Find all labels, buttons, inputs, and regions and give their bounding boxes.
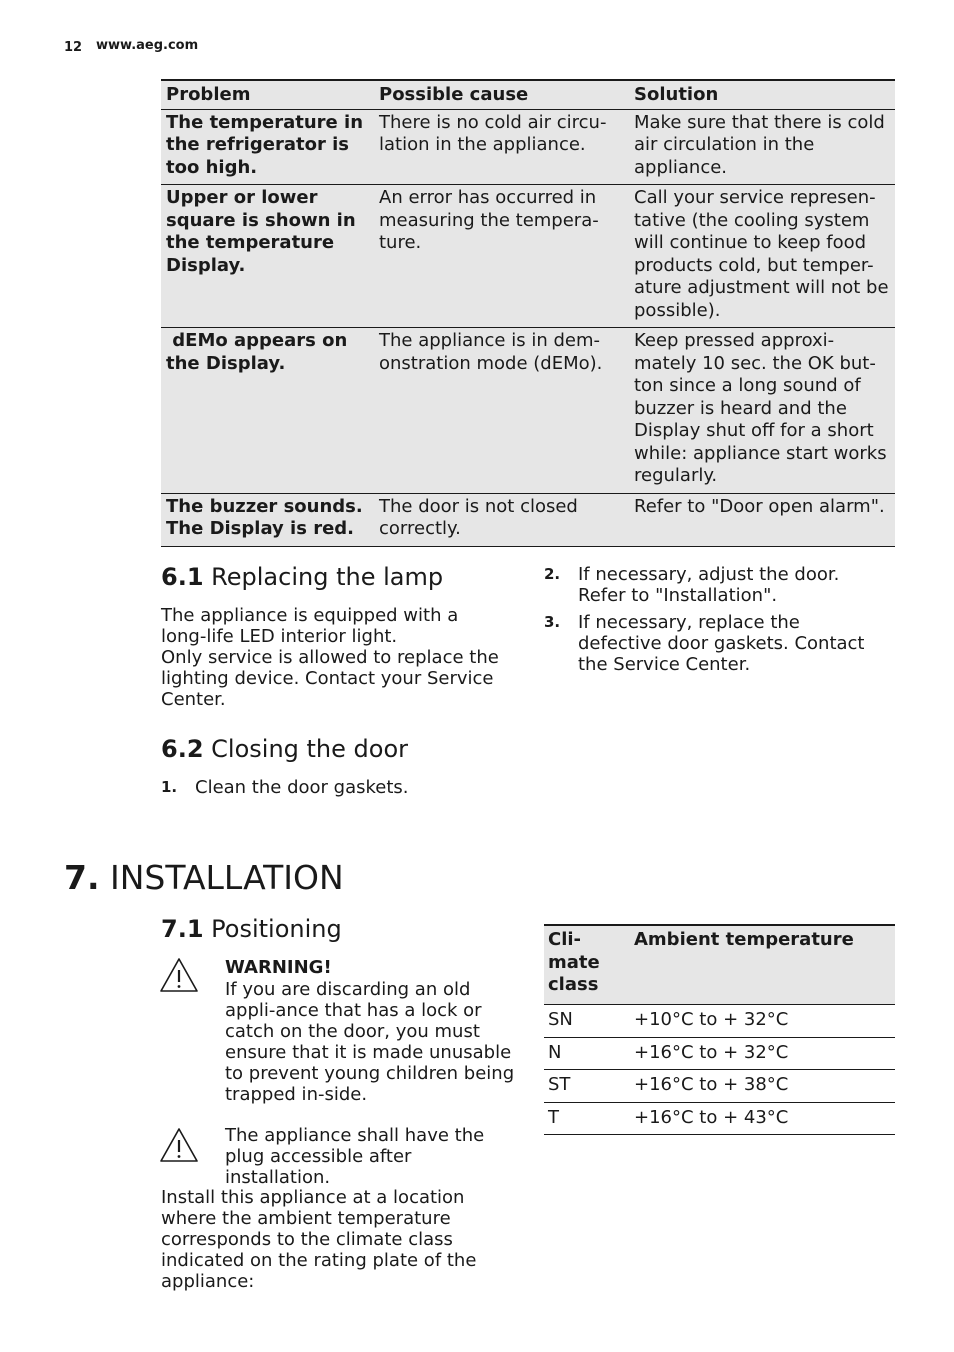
problem-cell: The temperature in the refrigerator is too high.: [166, 111, 364, 178]
step-number: 3.: [544, 613, 561, 631]
solution-cell: Call your service represen-tative (the cooling system will continue to keep food products cold, but temper-ature adjustment will not be possible).: [634, 187, 889, 321]
list-item: [161, 777, 506, 799]
list-item: [544, 564, 884, 608]
step-text: If necessary, adjust the door. Refer to "Installation".: [578, 564, 840, 606]
cause-cell: An error has occurred in measuring the tempera-ture.: [379, 187, 599, 253]
cause-cell: The appliance is in dem-onstration mode (dEMo).: [379, 330, 603, 374]
section-title: Positioning: [211, 915, 342, 943]
lamp-paragraph-1: The appliance is equipped with a long-life LED interior light.: [161, 605, 459, 647]
troubleshooting-table: [161, 79, 895, 547]
lamp-paragraph-2: Only service is allowed to replace the lighting device. Contact your Service Center.: [161, 647, 499, 710]
step-number: 1.: [161, 778, 178, 796]
cause-cell: There is no cold air circu-lation in the appliance.: [379, 111, 607, 155]
section-number: 7.1: [161, 915, 204, 943]
table-header-row: [544, 925, 895, 1005]
section-number: 6.2: [161, 735, 204, 763]
table-row: [161, 109, 895, 185]
table-row: [161, 493, 895, 546]
temperature-cell: +16°C to + 32°C: [634, 1041, 789, 1063]
problem-cell: The buzzer sounds. The Display is red.: [166, 495, 363, 539]
table-row: [161, 185, 895, 328]
page-number: 12: [64, 40, 83, 55]
cause-cell: The door is not closed correctly.: [379, 495, 578, 539]
temperature-cell: +10°C to + 32°C: [634, 1009, 789, 1030]
table-row: [544, 1070, 895, 1103]
header-problem: Problem: [166, 84, 251, 105]
temperature-cell: +16°C to + 43°C: [634, 1106, 789, 1128]
section-title: Closing the door: [211, 735, 408, 763]
warning-title: WARNING!: [225, 957, 332, 978]
solution-cell: Refer to "Door open alarm".: [634, 495, 885, 517]
climate-class-table: [544, 924, 895, 1135]
header-climate-class: [544, 925, 630, 1005]
climate-class-cell: SN: [548, 1009, 573, 1030]
climate-class-cell: ST: [548, 1074, 571, 1095]
solution-cell: Make sure that there is cold air circulation in the appliance.: [634, 111, 885, 178]
table-header-row: [161, 80, 895, 109]
chapter-title: INSTALLATION: [110, 858, 344, 897]
header-climate-class-text: Cli-mate class: [548, 929, 600, 995]
header-ambient-temperature: Ambient temperature: [634, 929, 854, 950]
section-heading-6-2: [161, 735, 408, 763]
table-row: [161, 328, 895, 494]
section-heading-7-1: [161, 915, 342, 943]
list-item: [544, 612, 884, 678]
solution-cell: Keep pressed approxi-mately 10 sec. the OK but-ton since a long sound of buzzer is heard and the Display shut off for a short while: appliance start works regularly.: [634, 330, 887, 486]
table-row: [544, 1102, 895, 1135]
step-number: 2.: [544, 565, 561, 583]
problem-cell: Upper or lower square is shown in the temperature Display.: [166, 187, 356, 276]
climate-class-cell: N: [548, 1041, 562, 1063]
header-solution: Solution: [634, 84, 719, 105]
caution-text: The appliance shall have the plug accessible after installation.: [225, 1125, 485, 1188]
table-row: [544, 1037, 895, 1070]
warning-icon: [159, 957, 199, 993]
section-heading-6-1: [161, 563, 443, 591]
table-row: [544, 1005, 895, 1038]
step-text: If necessary, replace the defective door gaskets. Contact the Service Center.: [578, 612, 865, 675]
temperature-cell: +16°C to + 38°C: [634, 1074, 789, 1095]
section-number: 6.1: [161, 563, 204, 591]
caution-icon: [159, 1127, 199, 1163]
climate-class-cell: T: [548, 1106, 559, 1128]
problem-cell: dEMo appears on the Display.: [166, 330, 354, 374]
install-paragraph: Install this appliance at a location where the ambient temperature corresponds to the climate class indicated on the rating plate of the appliance:: [161, 1187, 477, 1292]
website-url: www.aeg.com: [96, 38, 199, 53]
section-title: Replacing the lamp: [211, 563, 444, 591]
warning-text: If you are discarding an old appli-ance that has a lock or catch on the door, you must ensure that it is made unusable to prevent young children being trapped in-side.: [225, 979, 515, 1105]
step-text: Clean the door gaskets.: [195, 777, 409, 798]
header-possible-cause: Possible cause: [379, 84, 529, 105]
chapter-heading: [64, 858, 344, 897]
chapter-number: 7.: [64, 858, 100, 897]
